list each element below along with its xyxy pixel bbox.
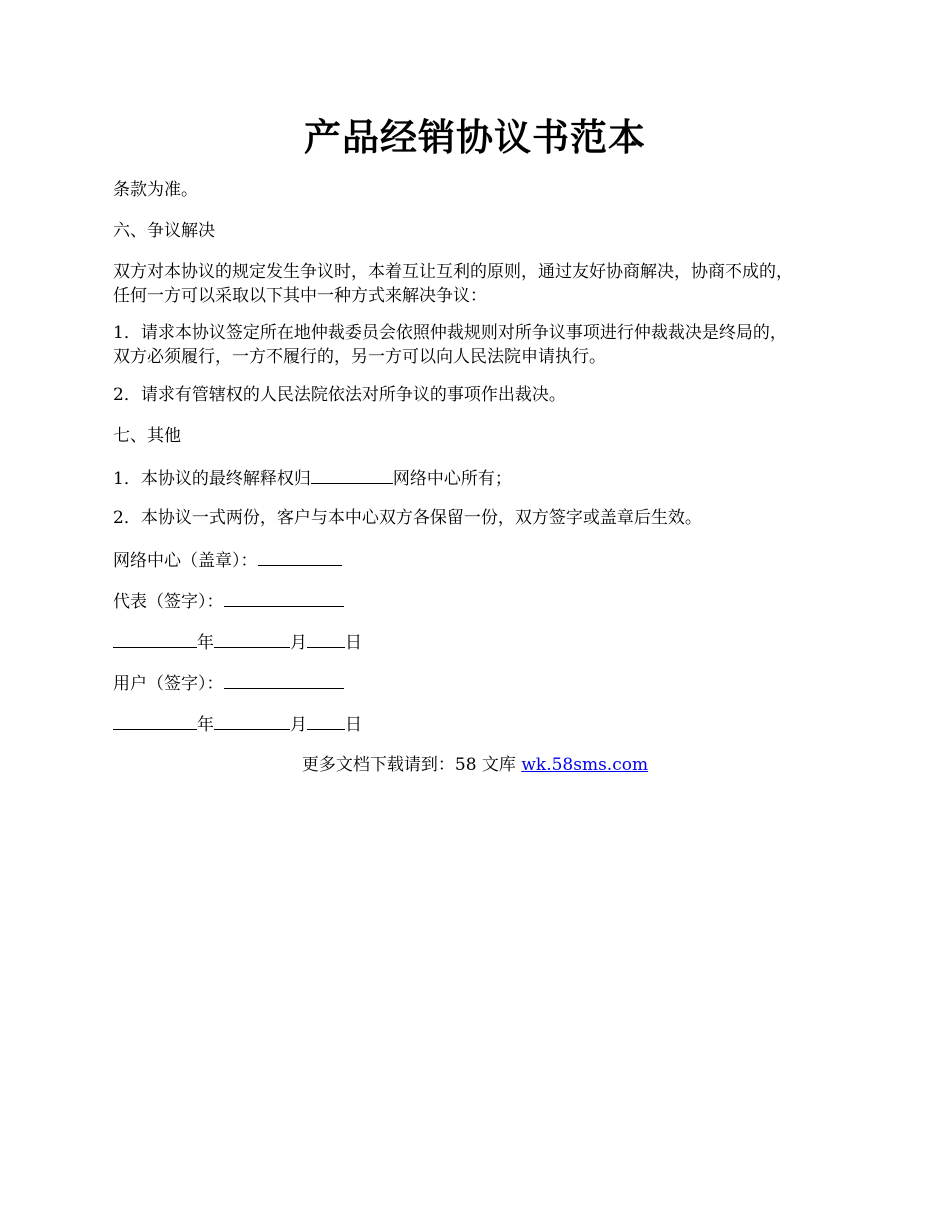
section6-intro xyxy=(113,260,793,308)
sign-user-row xyxy=(113,670,344,696)
sign-center-label: 网络中心（盖章）： xyxy=(113,551,258,571)
blank-line-center-seal[interactable] xyxy=(258,547,342,566)
sign-user-label: 用户（签字）： xyxy=(113,674,224,694)
section6-item1-line2: 双方必须履行，一方不履行的，另一方可以向人民法院申请执行。 xyxy=(113,347,606,367)
blank-line-year-1[interactable] xyxy=(113,629,197,648)
section7-heading: 七、其他 xyxy=(113,426,181,446)
date-year-label-1: 年 xyxy=(197,633,214,653)
blank-line-center-name[interactable] xyxy=(311,465,393,484)
date-day-label-2: 日 xyxy=(345,715,362,735)
document-title: 产品经销协议书范本 xyxy=(304,115,646,159)
date-year-label-2: 年 xyxy=(197,715,214,735)
paragraph-continuation: 条款为准。 xyxy=(113,180,198,200)
blank-line-year-2[interactable] xyxy=(113,711,197,730)
blank-line-month-1[interactable] xyxy=(214,629,290,648)
date-row-2 xyxy=(113,711,362,737)
date-day-label-1: 日 xyxy=(345,633,362,653)
section6-item1-line1: 1．请求本协议签定所在地仲裁委员会依照仲裁规则对所争议事项进行仲裁裁决是终局的， xyxy=(113,323,787,343)
section7-item1 xyxy=(113,465,512,491)
section7-item2: 2．本协议一式两份，客户与本中心双方各保留一份，双方签字或盖章后生效。 xyxy=(113,508,702,528)
footer-download-note xyxy=(113,753,837,777)
footer-text: 更多文档下载请到：58 文库 xyxy=(301,755,522,775)
section7-item1-prefix: 1．本协议的最终解释权归 xyxy=(113,469,311,489)
section6-intro-line1: 双方对本协议的规定发生争议时，本着互让互利的原则，通过友好协商解决，协商不成的， xyxy=(113,262,793,282)
sign-rep-row xyxy=(113,588,344,614)
section6-item1 xyxy=(113,321,787,369)
section6-intro-line2: 任何一方可以采取以下其中一种方式来解决争议： xyxy=(113,286,487,306)
sign-center-row xyxy=(113,547,342,573)
blank-line-rep-signature[interactable] xyxy=(224,588,344,607)
section6-item2: 2．请求有管辖权的人民法院依法对所争议的事项作出裁决。 xyxy=(113,385,566,405)
blank-line-user-signature[interactable] xyxy=(224,670,344,689)
blank-line-day-1[interactable] xyxy=(307,629,345,648)
date-month-label-1: 月 xyxy=(290,633,307,653)
blank-line-day-2[interactable] xyxy=(307,711,345,730)
section6-heading: 六、争议解决 xyxy=(113,221,215,241)
footer-link[interactable]: wk.58sms.com xyxy=(521,755,649,775)
date-row-1 xyxy=(113,629,362,655)
section7-item1-suffix: 网络中心所有； xyxy=(392,469,512,489)
date-month-label-2: 月 xyxy=(290,715,307,735)
sign-rep-label: 代表（签字）： xyxy=(113,592,224,612)
blank-line-month-2[interactable] xyxy=(214,711,290,730)
